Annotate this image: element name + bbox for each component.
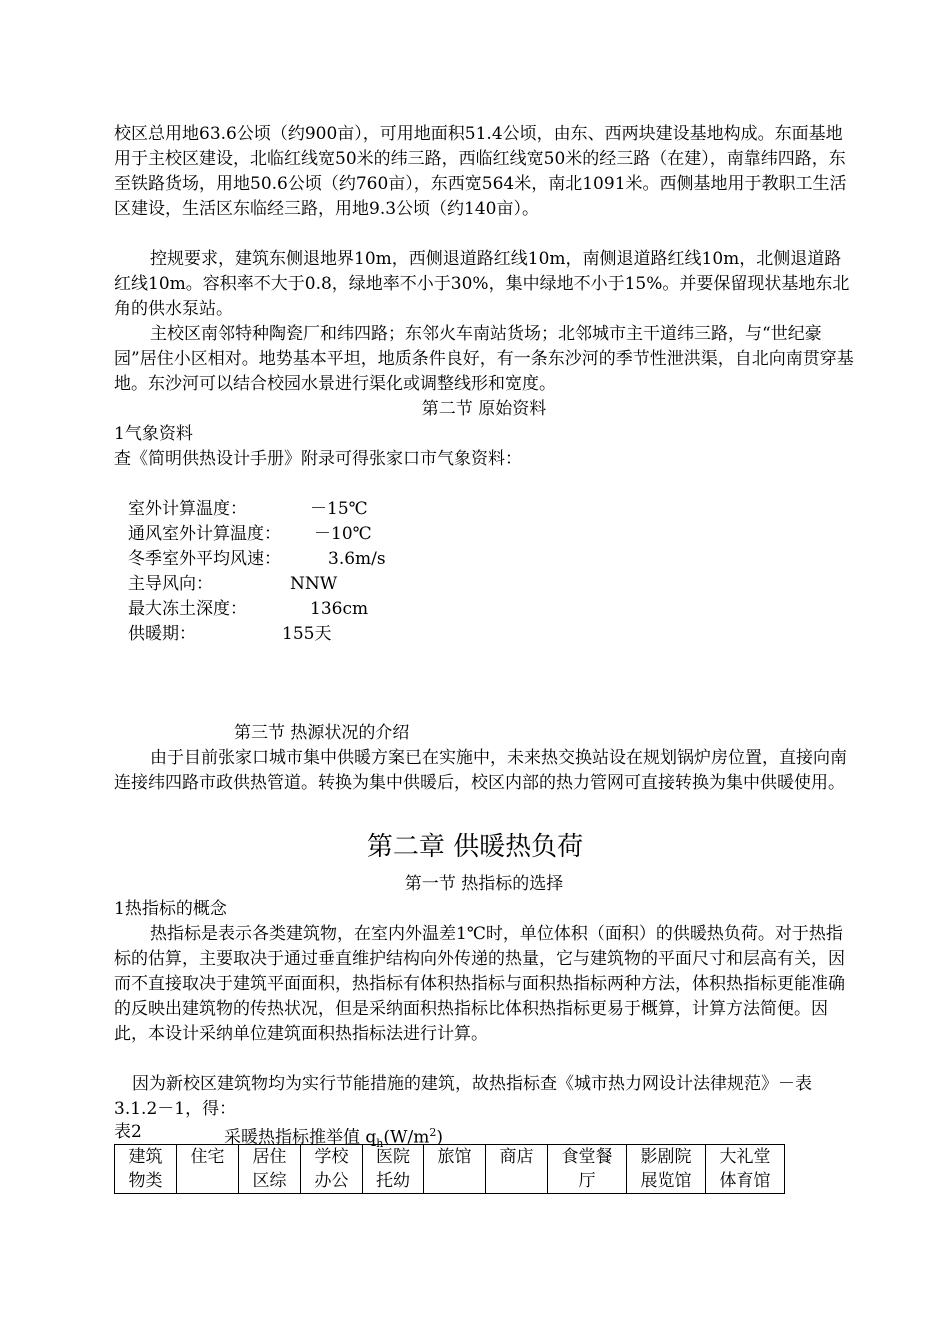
section-title-original-data: 第二节 原始资料 — [421, 399, 547, 419]
cell-line: 托幼 — [376, 1171, 410, 1191]
param-row — [128, 622, 548, 647]
param-label: 通风室外计算温度： — [128, 524, 281, 544]
table-header-cell — [177, 1145, 239, 1194]
table-title-subscript: h — [376, 1137, 384, 1151]
table-caption — [114, 1120, 854, 1151]
table-header-cell — [706, 1145, 785, 1194]
paragraph-surroundings: 主校区南邻特种陶瓷厂和纬四路；东邻火车南站货场；北邻城市主干道纬三路，与“世纪豪园”居住小区相对。地势基本平坦，地质条件良好，有一条东沙河的季节性泄洪渠，自北向南贯穿基地。东沙河可以结合校园水景进行渠化或调整线形和宽度。 — [114, 324, 854, 394]
cell-line: 区综 — [252, 1171, 287, 1191]
cell-line: 学校 — [314, 1147, 349, 1167]
param-value: 3.6m/s — [328, 549, 386, 569]
cell-line: 商店 — [499, 1147, 534, 1167]
table-title-text: 采暖热指标推举值 q — [224, 1127, 377, 1148]
param-label: 最大冻土深度： — [128, 599, 247, 619]
table-header-cell — [239, 1145, 301, 1194]
param-label: 主导风向： — [128, 574, 213, 594]
paragraph-heat-source: 由于目前张家口城市集中供暖方案已在实施中，未来热交换站设在规划锅炉房位置，直接向南连接纬四路市政供热管道。转换为集中供暖后，校区内部的热力管网可直接转换为集中供暖使用。 — [114, 748, 847, 793]
cell-line: 体育馆 — [719, 1171, 771, 1191]
table-header-cell — [548, 1145, 627, 1194]
param-value: －15℃ — [310, 499, 368, 519]
paragraph-weather-intro: 查《简明供热设计手册》附录可得张家口市气象资料： — [114, 449, 522, 469]
table-row — [115, 1145, 785, 1194]
table-header-cell — [115, 1145, 177, 1194]
table-title-close: ) — [436, 1127, 443, 1148]
cell-line: 影剧院 — [640, 1147, 692, 1167]
paragraph-planning-requirements: 控规要求，建筑东侧退地界10m，西侧退道路红线10m，南侧退道路红线10m，北侧退道路红线10m。容积率不大于0.8，绿地率不小于30%，集中绿地不小于15%。并要保留现状基地东北角的供水泵站。 — [114, 249, 850, 319]
table-header-cell — [627, 1145, 706, 1194]
paragraph-site-area: 校区总用地63.6公顷（约900亩），可用地面积51.4公顷，由东、西两块建设基地构成。东面基地用于主校区建设，北临红线宽50米的纬三路，西临红线宽50米的经三路（在建），南靠纬四路，东至铁路货场，用地50.6公顷（约760亩），东西宽564米，南北1091米。西侧基地用于教职工生活区建设，生活区东临经三路，用地9.3公顷（约140亩）。 — [114, 124, 847, 219]
cell-line: 旅馆 — [437, 1147, 472, 1167]
table-header-cell — [424, 1145, 486, 1194]
cell-line: 办公 — [314, 1171, 349, 1191]
param-label: 室外计算温度： — [128, 499, 247, 519]
cell-line: 厅 — [578, 1171, 596, 1191]
table-header-cell — [486, 1145, 548, 1194]
table-title-unit: (W/m — [383, 1127, 430, 1148]
cell-line: 居住 — [252, 1147, 287, 1167]
chapter-title: 第二章 供暖热负荷 — [366, 832, 584, 862]
param-row — [128, 572, 548, 597]
weather-parameter-list — [128, 497, 548, 647]
param-value: 155天 — [282, 624, 332, 644]
section-title-heat-source: 第三节 热源状况的介绍 — [234, 723, 410, 743]
param-row — [128, 597, 548, 622]
table-header-cell — [301, 1145, 363, 1194]
param-label: 冬季室外平均风速： — [128, 549, 281, 569]
cell-line: 住宅 — [190, 1147, 225, 1167]
cell-line: 医院 — [376, 1147, 410, 1167]
subheading-weather-data: 1气象资料 — [114, 424, 193, 444]
cell-line: 大礼堂 — [719, 1147, 771, 1167]
param-label: 供暖期： — [128, 624, 196, 644]
cell-line: 食堂餐 — [561, 1147, 613, 1167]
section-title-heat-index: 第一节 热指标的选择 — [404, 874, 564, 894]
heat-index-table — [114, 1144, 785, 1194]
cell-line: 建筑 — [128, 1147, 163, 1167]
table-header-cell — [363, 1145, 424, 1194]
param-value: NNW — [290, 574, 338, 594]
param-value: 136cm — [310, 599, 369, 619]
subheading-heat-index-concept: 1热指标的概念 — [114, 899, 227, 919]
cell-line: 展览馆 — [640, 1171, 692, 1191]
paragraph-code-reference: 因为新校区建筑物均为实行节能措施的建筑，故热指标查《城市热力网设计法律规范》－表3.1.2－1，得： — [114, 1074, 812, 1119]
cell-line: 物类 — [128, 1171, 163, 1191]
param-row — [128, 522, 548, 547]
table-title-superscript: 2 — [429, 1126, 437, 1139]
table-label: 表2 — [114, 1122, 142, 1142]
paragraph-heat-index: 热指标是表示各类建筑物，在室内外温差1℃时，单位体积（面积）的供暖热负荷。对于热指标的估算，主要取决于通过垂直维护结构向外传递的热量，它与建筑物的平面尺寸和层高有关，因而不直接取决于建筑平面面积，热指标有体积热指标与面积热指标两种方法，体积热指标更能准确的反映出建筑物的传热状况，但是采纳面积热指标比体积热指标更易于概算，计算方法简便。因此，本设计采纳单位建筑面积热指标法进行计算。 — [114, 924, 845, 1044]
param-row — [128, 547, 548, 572]
param-value: －10℃ — [314, 524, 372, 544]
param-row — [128, 497, 548, 522]
